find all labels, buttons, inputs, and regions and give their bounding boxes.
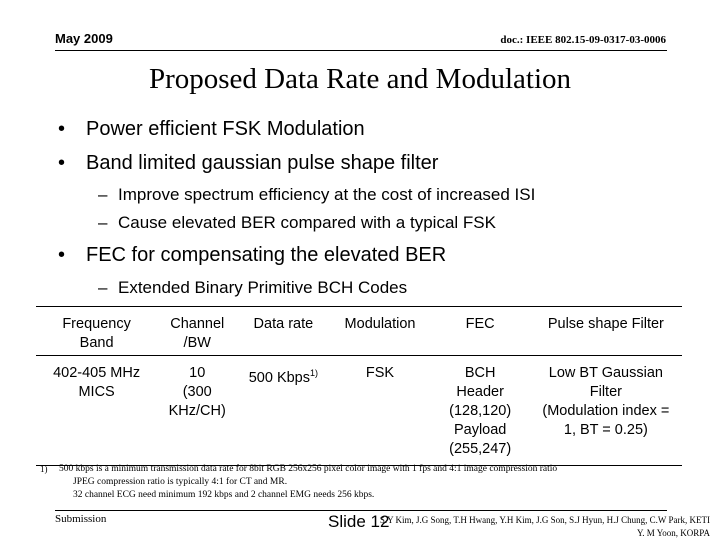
cell-fec: BCH Header (128,120) Payload (255,247) — [431, 356, 530, 466]
header-data-rate: Data rate — [237, 307, 329, 356]
dash-icon: – — [98, 278, 108, 297]
bullet-fec — [58, 244, 446, 267]
sub-bullet-text: Cause elevated BER compared with a typical FSK — [118, 213, 496, 232]
header-divider — [55, 50, 667, 51]
cell-band: 402-405 MHz MICS — [36, 356, 157, 466]
sub-bullet-spectrum — [98, 185, 535, 205]
sub-bullet-bch — [98, 278, 407, 298]
header-doc-id: doc.: IEEE 802.15-09-0317-03-0006 — [500, 34, 666, 46]
sub-bullet-text: Improve spectrum efficiency at the cost of increased ISI — [118, 185, 536, 204]
bullet-text: Band limited gaussian pulse shape filter — [86, 152, 439, 174]
bullet-dot-icon: • — [58, 118, 66, 140]
header-modulation: Modulation — [329, 307, 430, 356]
sub-bullet-ber — [98, 213, 496, 233]
slide-number: Slide 12 — [328, 512, 390, 531]
bullet-fsk — [58, 118, 365, 141]
bullet-dot-icon: • — [58, 152, 66, 174]
dash-icon: – — [98, 185, 108, 204]
header-pulse-shape-filter: Pulse shape Filter — [530, 307, 682, 356]
slide-title: Proposed Data Rate and Modulation — [148, 63, 572, 95]
footnote-line: JPEG compression ratio is typically 4:1 for CT and MR. — [73, 477, 288, 487]
data-rate-table — [36, 306, 682, 466]
footer-submission: Submission — [55, 513, 107, 525]
footer-authors: S.Y Kim, J.G Song, T.H Hwang, Y.H Kim, J.G Son, S.J Hyun, H.J Chung, C.W Park, KETI Y. M Yoon, KORPA — [379, 515, 710, 538]
header-channel-bw: Channel /BW — [157, 307, 237, 356]
cell-data-rate: 500 Kbps$^{1)}$ — [237, 356, 329, 466]
bullet-text: Power efficient FSK Modulation — [86, 118, 365, 140]
sub-bullet-text: Extended Binary Primitive BCH Codes — [118, 278, 408, 297]
table-header-row — [36, 307, 682, 356]
dash-icon: – — [98, 213, 108, 232]
header-frequency-band: Frequency Band — [36, 307, 157, 356]
header-date: May 2009 — [55, 31, 113, 46]
footnote-marker: 1) — [40, 464, 48, 474]
header-fec: FEC — [431, 307, 530, 356]
bullet-text: FEC for compensating the elevated BER — [86, 244, 447, 266]
footnote-line: 32 channel ECG need minimum 192 kbps and 2 channel EMG needs 256 kbps. — [73, 490, 375, 500]
footer-divider — [55, 510, 667, 511]
cell-modulation: FSK — [329, 356, 430, 466]
bullet-dot-icon: • — [58, 244, 66, 266]
footnote — [59, 463, 699, 502]
footnote-line: 500 kbps is a minimum transmission data rate for 8bit RGB 256x256 pixel color image with 1 fps and 4:1 image compression ratio — [59, 464, 558, 474]
cell-filter: Low BT Gaussian Filter (Modulation index = 1, BT = 0.25) — [530, 356, 682, 466]
table-row — [36, 356, 682, 466]
bullet-gaussian-filter — [58, 152, 438, 175]
cell-channel: 10 (300 KHz/CH) — [157, 356, 237, 466]
